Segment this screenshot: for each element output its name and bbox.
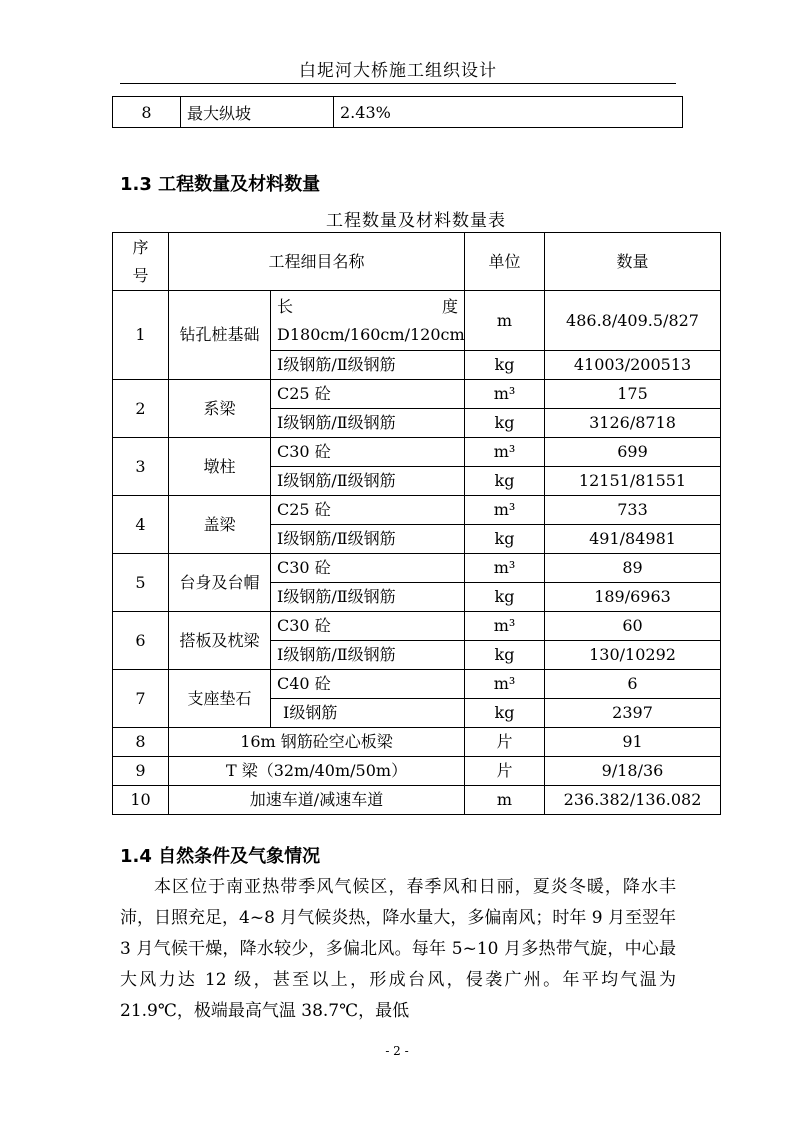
item-name: 盖梁 (169, 496, 271, 554)
item-detail: C30 砼 (271, 612, 465, 641)
item-detail: Ⅰ级钢筋/Ⅱ级钢筋 (271, 351, 465, 380)
item-name: 16m 钢筋砼空心板梁 (169, 728, 465, 757)
item-value: 2.43% (334, 97, 683, 128)
item-qty: 12151/81551 (545, 467, 721, 496)
header-qty: 数量 (545, 233, 721, 291)
item-qty: 9/18/36 (545, 757, 721, 786)
quantity-table (112, 232, 721, 815)
item-detail: Ⅰ级钢筋/Ⅱ级钢筋 (271, 409, 465, 438)
item-qty: 2397 (545, 699, 721, 728)
item-detail: C30 砼 (271, 554, 465, 583)
page-number: - 2 - (385, 1044, 409, 1058)
row-number: 2 (113, 380, 169, 438)
item-qty: 175 (545, 380, 721, 409)
item-name: 墩柱 (169, 438, 271, 496)
item-qty: 491/84981 (545, 525, 721, 554)
table-row (113, 380, 721, 409)
header-unit: 单位 (465, 233, 545, 291)
table-row (113, 757, 721, 786)
item-detail: Ⅰ级钢筋 (271, 699, 465, 728)
item-unit: kg (465, 409, 545, 438)
item-detail-part: 长 (277, 296, 294, 316)
item-unit: m³ (465, 612, 545, 641)
paragraph-text: 本区位于南亚热带季风气候区，春季风和日丽，夏炎冬暖，降水丰沛，日照充足，4~8 月气候炎热，降水量大，多偏南风；时年 9 月至翌年 3 月气候干燥，降水较少，多偏北风。每年 5~10 月多热带气旋，中心最大风力达 12 级，甚至以上，形成台风，侵袭广州。年平均气温为 21.9℃，极端最高气温 38.7℃，最低 (120, 877, 676, 1021)
table-row (113, 291, 721, 351)
item-detail: C30 砼 (271, 438, 465, 467)
item-unit: kg (465, 699, 545, 728)
item-qty: 189/6963 (545, 583, 721, 612)
previous-table-continuation (112, 96, 683, 128)
header-seq: 序号 (113, 233, 169, 291)
row-number: 3 (113, 438, 169, 496)
table-caption: 工程数量及材料数量表 (326, 211, 506, 231)
item-detail: Ⅰ级钢筋/Ⅱ级钢筋 (271, 467, 465, 496)
item-unit: m³ (465, 554, 545, 583)
table-row (113, 786, 721, 815)
item-unit: kg (465, 467, 545, 496)
row-number: 10 (113, 786, 169, 815)
item-qty: 3126/8718 (545, 409, 721, 438)
table-row (113, 670, 721, 699)
table-row (113, 97, 683, 128)
row-number: 8 (113, 728, 169, 757)
table-row (113, 612, 721, 641)
item-name: T 梁（32m/40m/50m） (169, 757, 465, 786)
item-qty: 41003/200513 (545, 351, 721, 380)
item-qty: 89 (545, 554, 721, 583)
item-unit: m³ (465, 438, 545, 467)
item-detail-part: D180cm/160cm/120cm (277, 324, 465, 344)
item-unit: m (465, 786, 545, 815)
item-name: 最大纵坡 (181, 97, 334, 128)
item-name: 加速车道/减速车道 (169, 786, 465, 815)
item-detail: Ⅰ级钢筋/Ⅱ级钢筋 (271, 525, 465, 554)
item-detail: Ⅰ级钢筋/Ⅱ级钢筋 (271, 583, 465, 612)
item-name: 台身及台帽 (169, 554, 271, 612)
table-row (113, 438, 721, 467)
row-number: 5 (113, 554, 169, 612)
row-number: 1 (113, 291, 169, 380)
row-number: 6 (113, 612, 169, 670)
item-unit: kg (465, 351, 545, 380)
item-qty: 91 (545, 728, 721, 757)
item-unit: m³ (465, 380, 545, 409)
item-qty: 699 (545, 438, 721, 467)
item-detail: C25 砼 (271, 496, 465, 525)
climate-paragraph (120, 872, 676, 1027)
item-name: 搭板及枕梁 (169, 612, 271, 670)
table-row (113, 496, 721, 525)
item-unit: m³ (465, 496, 545, 525)
item-unit: kg (465, 583, 545, 612)
row-number: 4 (113, 496, 169, 554)
page-header-title: 白坭河大桥施工组织设计 (299, 61, 497, 81)
item-name: 支座垫石 (169, 670, 271, 728)
item-unit: kg (465, 641, 545, 670)
item-qty: 60 (545, 612, 721, 641)
header-name: 工程细目名称 (169, 233, 465, 291)
row-number: 7 (113, 670, 169, 728)
header-divider (120, 83, 676, 84)
item-detail: C25 砼 (271, 380, 465, 409)
item-detail (271, 291, 465, 351)
item-unit: m³ (465, 670, 545, 699)
item-qty: 236.382/136.082 (545, 786, 721, 815)
table-header-row (113, 233, 721, 291)
item-unit: 片 (465, 757, 545, 786)
item-detail-part: 度 (442, 296, 459, 316)
item-detail: C40 砼 (271, 670, 465, 699)
item-qty: 486.8/409.5/827 (545, 291, 721, 351)
table-row (113, 554, 721, 583)
item-detail: Ⅰ级钢筋/Ⅱ级钢筋 (271, 641, 465, 670)
table-row (113, 728, 721, 757)
item-unit: kg (465, 525, 545, 554)
item-qty: 733 (545, 496, 721, 525)
item-qty: 130/10292 (545, 641, 721, 670)
item-name: 钻孔桩基础 (169, 291, 271, 380)
row-number: 9 (113, 757, 169, 786)
item-name: 系梁 (169, 380, 271, 438)
item-qty: 6 (545, 670, 721, 699)
section-heading-1-3: 1.3 工程数量及材料数量 (120, 174, 321, 195)
item-unit: 片 (465, 728, 545, 757)
row-number: 8 (113, 97, 181, 128)
section-heading-1-4: 1.4 自然条件及气象情况 (120, 846, 321, 867)
item-unit: m (465, 291, 545, 351)
